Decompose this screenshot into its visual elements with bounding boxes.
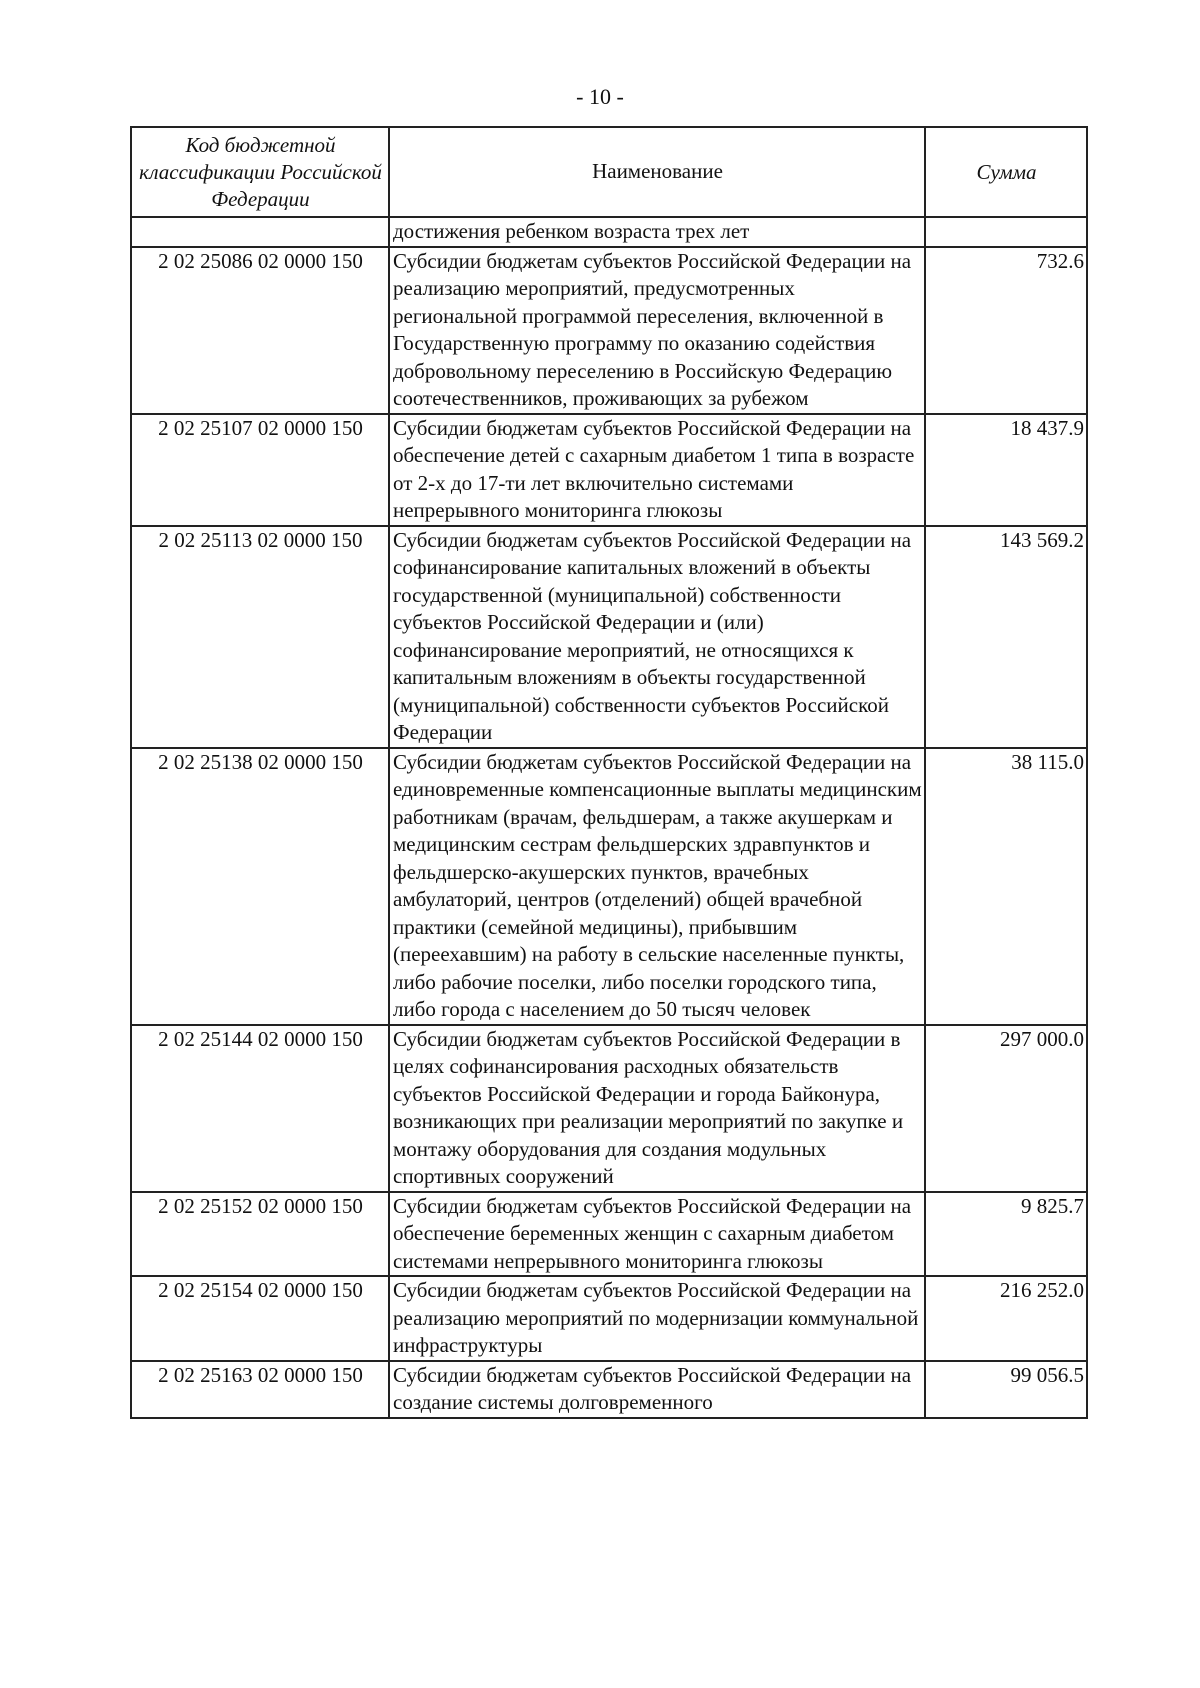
row-sum: 38 115.0 [925, 748, 1087, 1025]
table-row [131, 1361, 1087, 1418]
row-sum: 297 000.0 [925, 1025, 1087, 1192]
page-number: - 10 - [576, 84, 624, 109]
header-code: Код бюджетной классификации Российской Федерации [131, 127, 389, 217]
header-name: Наименование [389, 127, 925, 217]
row-name: Субсидии бюджетам субъектов Российской Федерации на софинансирование капитальных вложений в объекты государственной (муниципальной) собственности субъектов Российской Федерации и (или) софинансирование мероприятий, не относящихся к капитальным вложениям в объекты государственной (муниципальной) собственности субъектов Российской Федерации [389, 526, 925, 748]
row-code: 2 02 25154 02 0000 150 [131, 1276, 389, 1361]
row-name: Субсидии бюджетам субъектов Российской Федерации на создание системы долговременного [389, 1361, 925, 1418]
table-row [131, 414, 1087, 526]
row-name: Субсидии бюджетам субъектов Российской Федерации на единовременные компенсационные выплаты медицинским работникам (врачам, фельдшерам, а также акушеркам и медицинским сестрам фельдшерских здравпунктов и фельдшерско-акушерских пунктов, врачебных амбулаторий, центров (отделений) общей врачебной практики (семейной медицины), прибывшим (переехавшим) на работу в сельские населенные пункты, либо рабочие поселки, либо поселки городского типа, либо города с населением до 50 тысяч человек [389, 748, 925, 1025]
header-sum: Сумма [925, 127, 1087, 217]
table-header-row [131, 127, 1087, 217]
table-row [131, 1192, 1087, 1277]
row-name: Субсидии бюджетам субъектов Российской Федерации в целях софинансирования расходных обязательств субъектов Российской Федерации и города Байконура, возникающих при реализации мероприятий по закупке и монтажу оборудования для создания модульных спортивных сооружений [389, 1025, 925, 1192]
row-sum: 9 825.7 [925, 1192, 1087, 1277]
row-code: 2 02 25086 02 0000 150 [131, 247, 389, 414]
row-code: 2 02 25163 02 0000 150 [131, 1361, 389, 1418]
row-sum [925, 217, 1087, 247]
row-sum: 216 252.0 [925, 1276, 1087, 1361]
row-code: 2 02 25138 02 0000 150 [131, 748, 389, 1025]
budget-table [130, 126, 1088, 1419]
row-name: Субсидии бюджетам субъектов Российской Федерации на реализацию мероприятий по модернизации коммунальной инфраструктуры [389, 1276, 925, 1361]
row-sum: 18 437.9 [925, 414, 1087, 526]
row-name: Субсидии бюджетам субъектов Российской Федерации на реализацию мероприятий, предусмотренных региональной программой переселения, включенной в Государственную программу по оказанию содействия добровольному переселению в Российскую Федерацию соотечественников, проживающих за рубежом [389, 247, 925, 414]
row-sum: 99 056.5 [925, 1361, 1087, 1418]
row-code: 2 02 25144 02 0000 150 [131, 1025, 389, 1192]
table-row [131, 217, 1087, 247]
row-code: 2 02 25107 02 0000 150 [131, 414, 389, 526]
row-sum: 732.6 [925, 247, 1087, 414]
row-name: достижения ребенком возраста трех лет [389, 217, 925, 247]
row-sum: 143 569.2 [925, 526, 1087, 748]
table-row [131, 247, 1087, 414]
table-row [131, 1025, 1087, 1192]
row-name: Субсидии бюджетам субъектов Российской Федерации на обеспечение беременных женщин с сахарным диабетом системами непрерывного мониторинга глюкозы [389, 1192, 925, 1277]
table-row [131, 526, 1087, 748]
table-row [131, 748, 1087, 1025]
table-row [131, 1276, 1087, 1361]
row-name: Субсидии бюджетам субъектов Российской Федерации на обеспечение детей с сахарным диабетом 1 типа в возрасте от 2-х до 17-ти лет включительно системами непрерывного мониторинга глюкозы [389, 414, 925, 526]
row-code: 2 02 25113 02 0000 150 [131, 526, 389, 748]
row-code [131, 217, 389, 247]
row-code: 2 02 25152 02 0000 150 [131, 1192, 389, 1277]
